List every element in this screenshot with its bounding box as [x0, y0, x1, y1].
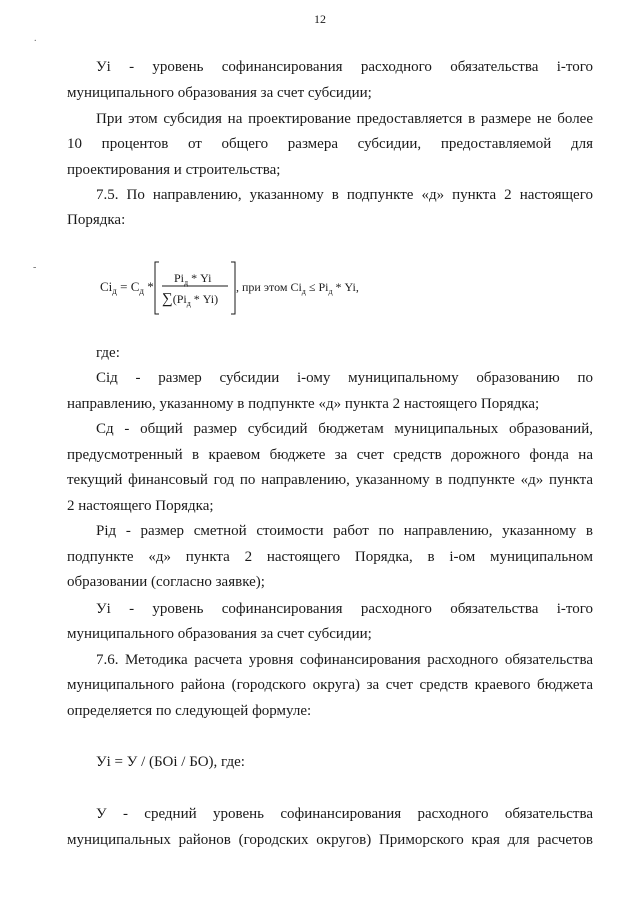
margin-mark: . — [34, 33, 37, 44]
formula-denominator: $\sum(Pi_д * Yi)$ — [162, 291, 219, 308]
text-line: определяется по следующей формуле: — [67, 703, 312, 719]
subsidy-formula — [100, 258, 430, 318]
text-line: Уi - уровень софинансирования расходного обязательства i-того — [96, 59, 593, 75]
text-line: У - средний уровень софинансирования расходного обязательства — [96, 806, 593, 822]
text-line: Уi - уровень софинансирования расходного обязательства i-того — [96, 601, 593, 617]
margin-mark: - — [33, 262, 37, 273]
text-line: При этом субсидия на проектирование предоставляется в размере не более — [96, 111, 593, 127]
text-line: 7.5. По направлению, указанному в подпункте «д» пункта 2 настоящего — [96, 187, 593, 203]
text-line: муниципального образования за счет субсидии; — [67, 626, 372, 642]
text-line: направлению, указанному в подпункте «д» пункта 2 настоящего Порядка; — [67, 396, 540, 412]
text-line: текущий финансовый год по направлению, указанному в подпункте «д» пункта — [67, 472, 593, 488]
text-line: 7.6. Методика расчета уровня софинансирования расходного обязательства — [96, 652, 593, 668]
text-line: Ciд - размер субсидии i-ому муниципальному образованию по — [96, 370, 593, 386]
formula-condition: , при этом $Ci_д \le Pi_д * Yi$, — [236, 280, 359, 296]
text-line: проектирования и строительства; — [67, 162, 281, 178]
text-line: муниципального образования за счет субсидии; — [67, 85, 372, 101]
text-line: Piд - размер сметной стоимости работ по направлению, указанному в — [96, 523, 593, 539]
text-line: 10 процентов от общего размера субсидии, предоставляемой для — [67, 136, 593, 152]
text-line: предусмотренный в краевом бюджете за счет средств дорожного фонда на — [67, 447, 593, 463]
text-line: подпункте «д» пункта 2 настоящего Порядка, в i-ом муниципальном — [67, 549, 593, 565]
text-line: муниципальных районов (городских округов) Приморского края для расчетов — [67, 832, 593, 848]
page-number: 12 — [314, 12, 326, 26]
text-line: Порядка: — [67, 212, 126, 228]
formula-numerator: $Pi_д$ * Yi — [174, 271, 212, 287]
formula-lhs: $Ci_д = С_д$ * — [100, 279, 154, 296]
text-line: образовании (согласно заявке); — [67, 574, 265, 590]
text-line: Сд - общий размер субсидий бюджетам муниципальных образований, — [96, 421, 593, 437]
text-line: Уi = У / (БОi / БО), где: — [96, 754, 245, 770]
text-line: муниципального района (городского округа) за счет средств краевого бюджета — [67, 677, 593, 693]
text-line: 2 настоящего Порядка; — [67, 498, 214, 514]
text-line: где: — [96, 345, 120, 361]
